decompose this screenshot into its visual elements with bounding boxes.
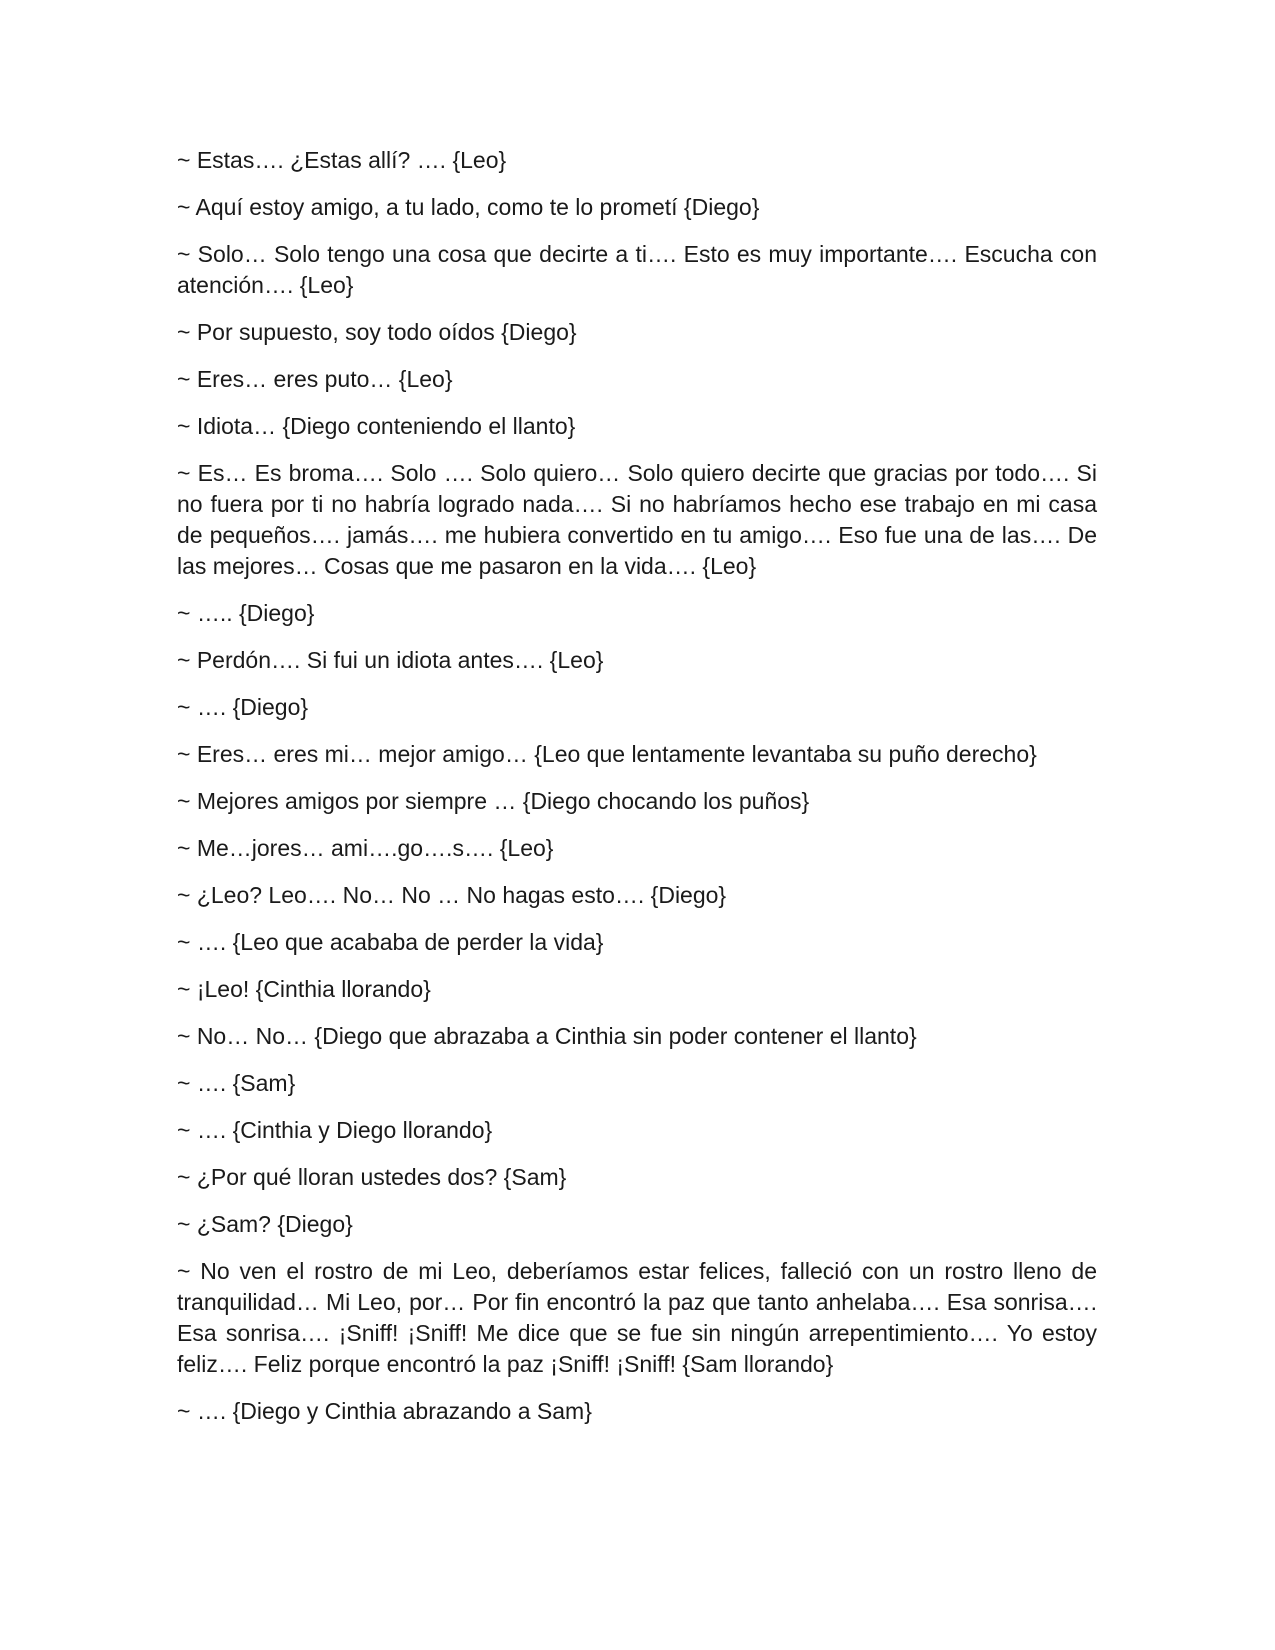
dialogue-line: ~ ¿Sam? {Diego} (177, 1211, 353, 1237)
dialogue-body (177, 145, 1097, 1427)
dialogue-line: ~ Mejores amigos por siempre … {Diego chocando los puños} (177, 788, 810, 814)
dialogue-line: ~ Por supuesto, soy todo oídos {Diego} (177, 319, 577, 345)
dialogue-line: ~ Es… Es broma…. Solo …. Solo quiero… Solo quiero decirte que gracias por todo…. Si no fuera por ti no habría logrado nada…. Si no habríamos hecho ese trabajo en mi casa de pequeños…. jamás…. me hubiera convertido en tu amigo…. Eso fue una de las…. De las mejores… Cosas que me pasaron en la vida…. {Leo} (177, 460, 1097, 579)
dialogue-line: ~ No… No… {Diego que abrazaba a Cinthia sin poder contener el llanto} (177, 1023, 917, 1049)
dialogue-line: ~ Solo… Solo tengo una cosa que decirte a ti…. Esto es muy importante…. Escucha con atención…. {Leo} (177, 241, 1097, 298)
dialogue-line: ~ …. {Diego} (177, 694, 309, 720)
dialogue-line: ~ Aquí estoy amigo, a tu lado, como te lo prometí {Diego} (177, 194, 760, 220)
dialogue-line: ~ Eres… eres puto… {Leo} (177, 366, 453, 392)
dialogue-line: ~ …. {Sam} (177, 1070, 296, 1096)
dialogue-line: ~ Eres… eres mi… mejor amigo… {Leo que lentamente levantaba su puño derecho} (177, 741, 1037, 767)
dialogue-line: ~ No ven el rostro de mi Leo, deberíamos estar felices, falleció con un rostro lleno de tranquilidad… Mi Leo, por… Por fin encontró la paz que tanto anhelaba…. Esa sonrisa…. Esa sonrisa…. ¡Sniff! ¡Sniff! Me dice que se fue sin ningún arrepentimiento…. Yo estoy feliz…. Feliz porque encontró la paz ¡Sniff! ¡Sniff! {Sam llorando} (177, 1258, 1097, 1377)
dialogue-line: ~ Estas…. ¿Estas allí? …. {Leo} (177, 147, 507, 173)
dialogue-line: ~ …. {Diego y Cinthia abrazando a Sam} (177, 1398, 592, 1424)
dialogue-line: ~ …. {Leo que acababa de perder la vida} (177, 929, 604, 955)
dialogue-line: ~ …. {Cinthia y Diego llorando} (177, 1117, 493, 1143)
dialogue-line: ~ ¿Leo? Leo…. No… No … No hagas esto…. {Diego} (177, 882, 727, 908)
dialogue-line: ~ ….. {Diego} (177, 600, 315, 626)
dialogue-line: ~ ¡Leo! {Cinthia llorando} (177, 976, 431, 1002)
dialogue-line: ~ Perdón…. Si fui un idiota antes…. {Leo} (177, 647, 604, 673)
dialogue-line: ~ ¿Por qué lloran ustedes dos? {Sam} (177, 1164, 567, 1190)
dialogue-line: ~ Idiota… {Diego conteniendo el llanto} (177, 413, 576, 439)
dialogue-line: ~ Me…jores… ami….go….s…. {Leo} (177, 835, 554, 861)
